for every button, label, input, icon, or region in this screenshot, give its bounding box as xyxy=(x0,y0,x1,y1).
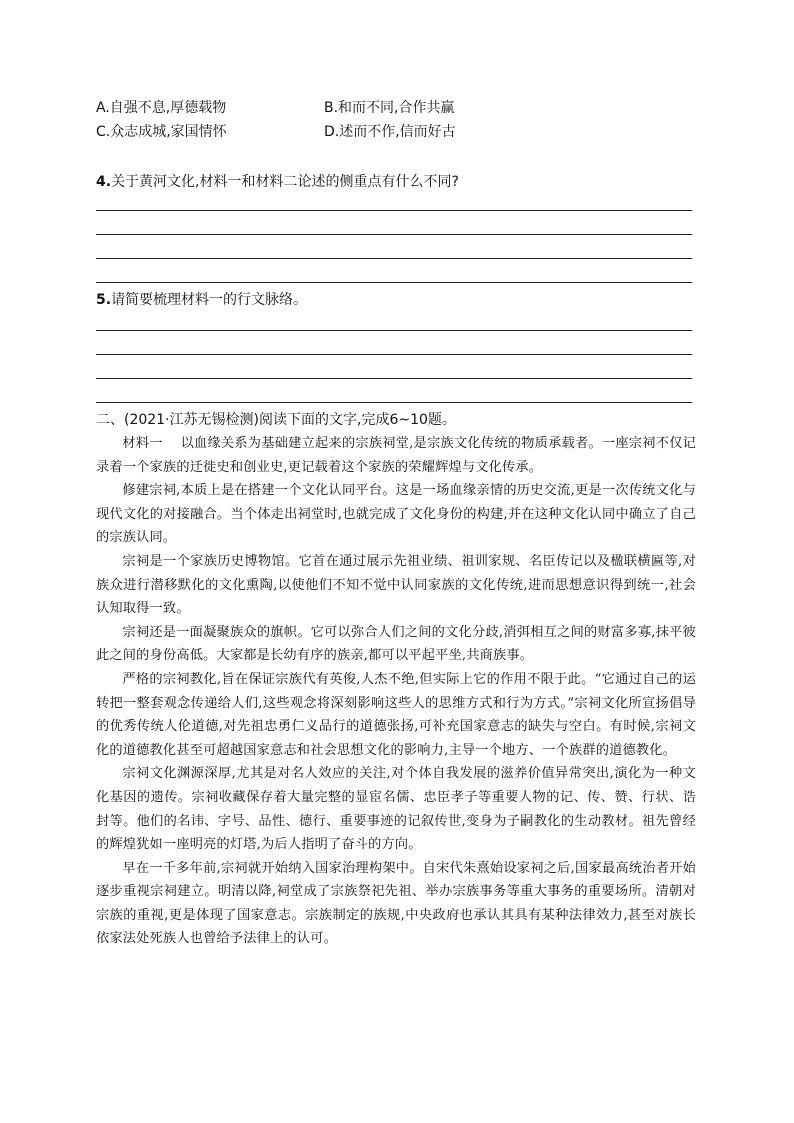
passage-paragraph: 宗祠是一个家族历史博物馆。它首在通过展示先祖业绩、祖训家规、名臣传记以及楹联横匾等,对族众进行潜移默化的文化熏陶,以使他们不知不觉中认同家族的文化传统,进而思想意识得到统一,社会认知取得一致。 xyxy=(96,553,696,617)
option-b: B.和而不同,合作共赢 xyxy=(324,100,455,116)
answer-line xyxy=(96,187,692,211)
answer-line xyxy=(96,235,692,259)
options-row-2 xyxy=(96,122,696,146)
option-d: D.述而不作,信而好古 xyxy=(324,124,456,140)
question-4-answer-lines xyxy=(96,187,692,283)
question-5-answer-lines xyxy=(96,307,692,403)
option-c: C.众志成城,家国情怀 xyxy=(96,124,227,140)
answer-line xyxy=(96,259,692,283)
answer-line xyxy=(96,379,692,403)
passage-paragraph: 宗祠还是一面凝聚族众的旗帜。它可以弥合人们之间的文化分歧,消弭相互之间的财富多寡,抹平彼此之间的身份高低。大家都是长幼有序的族亲,都可以平起平坐,共商族事。 xyxy=(96,624,696,664)
answer-line xyxy=(96,355,692,379)
passage-paragraph: 修建宗祠,本质上是在搭建一个文化认同平台。这是一场血缘亲情的历史交流,更是一次传统文化与现代文化的对接融合。当个体走出祠堂时,也就完成了文化身份的构建,并在这种文化认同中确立了自己的宗族认同。 xyxy=(96,483,696,546)
passage-paragraph: 严格的宗祠教化,旨在保证宗族代有英俊,人杰不绝,但实际上它的作用不限于此。“它通过自己的运转把一整套观念传递给人们,这些观念将深刻影响这些人的思维方式和行为方式。”宗祠文化所宣扬倡导的优秀传统人伦道德,对先祖忠勇仁义品行的道德张扬,可补充国家意志的缺失与空白。有时候,宗祠文化的道德教化甚至可超越国家意志和社会思想文化的影响力,主导一个地方、一个族群的道德教化。 xyxy=(96,671,696,758)
passage-paragraph: 早在一千多年前,宗祠就开始纳入国家治理构架中。自宋代朱熹始设家祠之后,国家最高统治者开始逐步重视宗祠建立。明清以降,祠堂成了宗族祭祀先祖、举办宗族事务等重大事务的重要场所。清朝对宗族的重视,更是体现了国家意志。宗族制定的族规,中央政府也承认其具有某种法律效力,甚至对族长依家法处死族人也曾给予法律上的认可。 xyxy=(96,860,696,947)
option-a: A.自强不息,厚德载物 xyxy=(96,100,227,116)
answer-line xyxy=(96,331,692,355)
answer-options xyxy=(96,98,696,146)
passage-paragraph: 宗祠文化渊源深厚,尤其是对名人效应的关注,对个体自我发展的滋养价值异常突出,演化为一种文化基因的遗传。宗祠收藏保存着大量完整的显宦名儒、忠臣孝子等重要人物的记、传、赞、行状、诰封等。他们的名讳、字号、品性、德行、重要事迹的记叙传世,变身为子嗣教化的生动教材。祖先曾经的辉煌犹如一座明亮的灯塔,为后人指明了奋斗的方向。 xyxy=(96,766,696,853)
passage-paragraph-text: 以血缘关系为基础建立起来的宗族祠堂,是宗族文化传统的物质承载者。一座宗祠不仅记录着一个家族的迁徙史和创业史,更记载着这个家族的荣耀辉煌与文化传承。 xyxy=(96,436,696,475)
options-row-1 xyxy=(96,98,696,122)
question-4-text: 关于黄河文化,材料一和材料二论述的侧重点有什么不同? xyxy=(111,174,459,190)
question-5-text: 请简要梳理材料一的行文脉络。 xyxy=(111,292,308,308)
answer-line xyxy=(96,307,692,331)
question-4-number: 4. xyxy=(96,174,112,190)
passage-paragraph xyxy=(96,432,696,479)
section-2-heading: 二、(2021·江苏无锡检测)阅读下面的文字,完成6~10题。 xyxy=(96,412,456,428)
reading-passage xyxy=(96,432,696,951)
question-5-number: 5. xyxy=(96,292,112,308)
material-label: 材料一 xyxy=(122,436,163,451)
answer-line xyxy=(96,211,692,235)
